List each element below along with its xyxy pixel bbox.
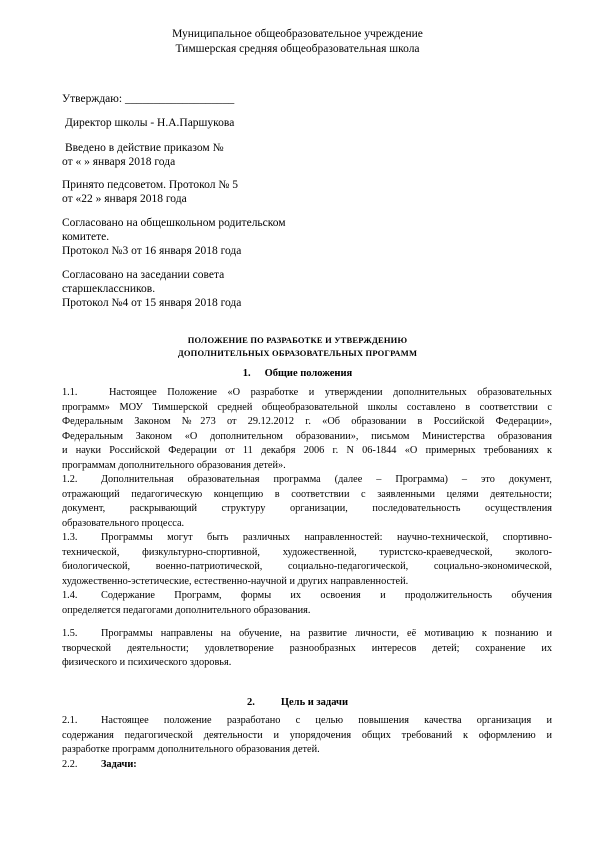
parents-line-2: комитете. <box>62 231 110 243</box>
paragraph-line: художественно-эстетические, естественно-научной и других направленностей. <box>62 575 409 587</box>
parents-line-3: Протокол №3 от 16 января 2018 года <box>62 245 242 257</box>
paragraph-1-4 <box>62 589 552 618</box>
enacted-line-2: от « » января 2018 года <box>62 156 176 168</box>
seniors-line-3: Протокол №4 от 15 января 2018 года <box>62 297 242 309</box>
paragraph-number: 1.1. <box>62 387 78 398</box>
school-name: Тимшерская средняя общеобразовательная школа <box>175 43 420 55</box>
paragraph-line: и науки Российской Федерации от 11 декабря 2006 г. N 06-1844 «О примерных требованиях к <box>62 445 552 456</box>
paragraph-line: технической, физкультурно-спортивной, художественной, туристско-краеведческой, эколого- <box>62 546 552 558</box>
paragraph-line: программ» МОУ Тимшерской средней общеобразовательной школы составлено в соответствии с <box>62 401 552 413</box>
approve-line: Утверждаю: ___________________ <box>62 93 235 105</box>
paragraph-line: документ, раскрывающий структуру организации, последовательность осуществления <box>62 503 552 514</box>
paragraph-number: 2.1. <box>62 715 78 726</box>
paragraph-2-1 <box>62 714 552 758</box>
school-type: Муниципальное общеобразовательное учреждение <box>172 28 423 40</box>
paragraph-number: 1.5. <box>62 628 78 639</box>
document-title-line-1: ПОЛОЖЕНИЕ ПО РАЗРАБОТКЕ И УТВЕРЖДЕНИЮ <box>187 335 408 345</box>
paragraph-line: Федеральным Законом «О дополнительном образовании», письмом Министерства образования <box>62 430 552 442</box>
paragraph-line: Программы направлены на обучение, на развитие личности, её мотивацию к познанию и <box>101 628 552 639</box>
section-2-title: Цель и задачи <box>280 697 349 708</box>
paragraph-line: биологической, военно-патриотической, социально-педагогической, социально-экономической, <box>62 561 552 572</box>
paragraph-number: 1.2. <box>62 474 78 485</box>
paragraph-line: Настоящее Положение «О разработке и утверждении дополнительных образовательных <box>109 387 552 398</box>
council-line-2: от «22 » января 2018 года <box>62 193 187 205</box>
seniors-line-2: старшеклассников. <box>62 283 156 295</box>
section-2-number: 2. <box>246 697 255 708</box>
paragraph-1-2 <box>62 473 552 531</box>
paragraph-line: физического и психического здоровья. <box>62 657 232 668</box>
paragraph-line: программам дополнительного образования детей». <box>62 459 286 471</box>
section-1-heading <box>0 368 595 379</box>
paragraph-line: Задачи: <box>101 759 137 770</box>
paragraph-line: Федеральным Законом №273 от 29.12.2012 г. «Об образовании в Российской Федерации», <box>62 416 552 427</box>
section-1-number: 1. <box>242 368 251 379</box>
paragraph-line: определяется педагогами дополнительного образования. <box>62 604 311 616</box>
document-title-line-2: ДОПОЛНИТЕЛЬНЫХ ОБРАЗОВАТЕЛЬНЫХ ПРОГРАММ <box>177 348 418 358</box>
parents-line-1: Согласовано на общешкольном родительском <box>62 217 286 229</box>
paragraph-line: Программы могут быть различных направленностей: научно-технической, спортивно- <box>101 532 552 543</box>
paragraph-2-2 <box>62 758 552 773</box>
section-2-heading <box>0 697 595 708</box>
paragraph-line: отражающий педагогическую концепцию в соответствии с заявленными целями деятельности; <box>62 488 552 500</box>
paragraph-line: образовательного процесса. <box>62 517 185 529</box>
section-1-title: Общие положения <box>264 368 353 379</box>
paragraph-number: 2.2. <box>62 759 78 770</box>
paragraph-line: содержания педагогической деятельности и упорядочения общих требований к оформлению и <box>62 729 552 741</box>
paragraph-line: творческой деятельности; удовлетворение разнообразных интересов детей; сохранение их <box>62 642 552 654</box>
paragraph-1-3 <box>62 531 552 589</box>
paragraph-1-5 <box>62 627 552 671</box>
seniors-line-1: Согласовано на заседании совета <box>62 269 225 281</box>
paragraph-line: Настоящее положение разработано с целью повышения качества организация и <box>101 715 552 726</box>
paragraph-number: 1.4. <box>62 590 78 601</box>
paragraph-line: разработке программ дополнительного образования детей. <box>62 744 320 755</box>
paragraph-line: Дополнительная образовательная программа (далее – Программа) – это документ, <box>101 474 552 485</box>
paragraph-line: Содержание Программ, формы их освоения и продолжительность обучения <box>101 590 552 601</box>
council-line-1: Принято педсоветом. Протокол № 5 <box>62 179 238 191</box>
enacted-line-1: Введено в действие приказом № <box>65 142 224 154</box>
director-line: Директор школы - Н.А.Паршукова <box>65 117 235 129</box>
paragraph-1-1 <box>62 386 552 473</box>
paragraph-number: 1.3. <box>62 532 78 543</box>
